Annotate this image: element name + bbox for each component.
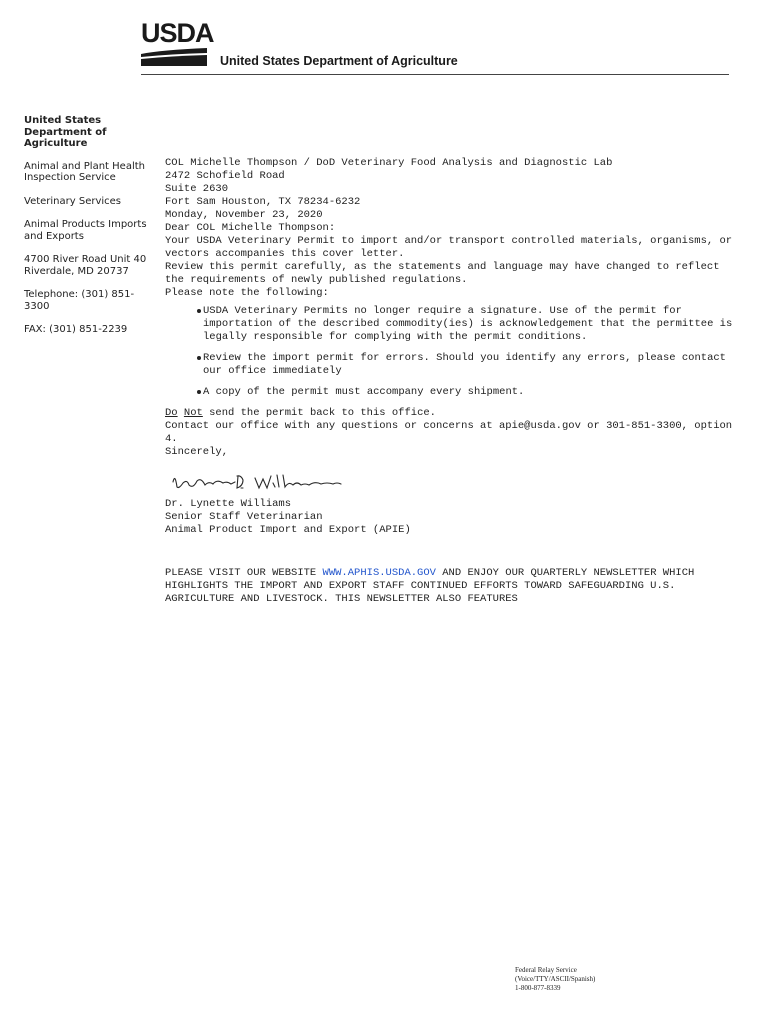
signer-title: Senior Staff Veterinarian: [165, 511, 323, 523]
paragraph-do-not: [165, 407, 735, 420]
signature-image: [165, 467, 355, 493]
closing: Sincerely,: [165, 446, 229, 458]
sidebar-agency: United States Department of Agriculture: [24, 115, 107, 149]
sidebar-telephone: Telephone: (301) 851-3300: [24, 289, 135, 312]
address-line: COL Michelle Thompson / DoD Veterinary Food Analysis and Diagnostic Lab: [165, 157, 613, 169]
sidebar: [24, 115, 149, 348]
sidebar-program: Animal Products Imports and Exports: [24, 219, 147, 242]
signer-office: Animal Product Import and Export (APIE): [165, 524, 411, 536]
letter-body: [165, 157, 735, 606]
letter-date: Monday, November 23, 2020: [165, 209, 323, 221]
list-item: Review the import permit for errors. Should you identify any errors, please contact our office immediately: [203, 352, 735, 378]
federal-relay-service: [515, 966, 595, 993]
relay-line: (Voice/TTY/ASCII/Spanish): [515, 975, 596, 983]
address-line: Fort Sam Houston, TX 78234-6232: [165, 196, 361, 208]
sidebar-fax: FAX: (301) 851-2239: [24, 324, 128, 335]
paragraph-contact: Contact our office with any questions or concerns at apie@usda.gov or 301-851-3300, option 4.: [165, 420, 733, 445]
salutation: Dear COL Michelle Thompson:: [165, 222, 336, 234]
department-name: United States Department of Agriculture: [220, 54, 458, 68]
address-line: 2472 Schofield Road: [165, 170, 285, 182]
paragraph-permit: Your USDA Veterinary Permit to import and/or transport controlled materials, organisms, or vectors accompanies this cover letter.: [165, 235, 733, 260]
list-item: A copy of the permit must accompany every shipment.: [203, 386, 735, 399]
notes-list: [165, 305, 735, 399]
list-item: USDA Veterinary Permits no longer require a signature. Use of the permit for importation of the described commodity(ies) is acknowledgement that the permittee is legally responsible for complying with the permit conditions.: [203, 305, 735, 344]
visit-text: PLEASE VISIT OUR WEBSITE: [165, 567, 323, 579]
sidebar-service: Animal and Plant Health Inspection Service: [24, 160, 145, 183]
newsletter-notice: [165, 567, 735, 606]
sidebar-unit: Veterinary Services: [24, 195, 122, 207]
relay-line: Federal Relay Service: [515, 966, 577, 974]
relay-line: 1-800-877-8339: [515, 984, 561, 992]
paragraph-review: Review this permit carefully, as the statements and language may have changed to reflect the requirements of newly published regulations.: [165, 261, 720, 286]
recipient-address: [165, 157, 735, 209]
do-not-rest: send the permit back to this office.: [202, 407, 436, 419]
not-word: Not: [183, 407, 203, 419]
paragraph-note: Please note the following:: [165, 287, 329, 299]
do-word: Do: [165, 407, 178, 419]
signer-name: Dr. Lynette Williams: [165, 498, 292, 510]
signer-block: [165, 498, 735, 537]
sidebar-address: 4700 River Road Unit 40 Riverdale, MD 20737: [24, 254, 147, 277]
header-divider: [141, 74, 729, 75]
address-line: Suite 2630: [165, 183, 229, 195]
website-link[interactable]: WWW.APHIS.USDA.GOV: [322, 567, 436, 579]
usda-logo-text: USDA: [141, 18, 214, 48]
visit-text-rest: AND ENJOY OUR QUARTERLY NEWSLETTER WHICH HIGHLIGHTS THE IMPORT AND EXPORT STAFF CONTINUED EFFORTS TOWARD SAFEGUARDING U.S. AGRICULTURE AND LIVESTOCK. THIS NEWSLETTER ALSO FEATURES: [165, 567, 695, 605]
usda-logo-mark-icon: [141, 48, 207, 66]
